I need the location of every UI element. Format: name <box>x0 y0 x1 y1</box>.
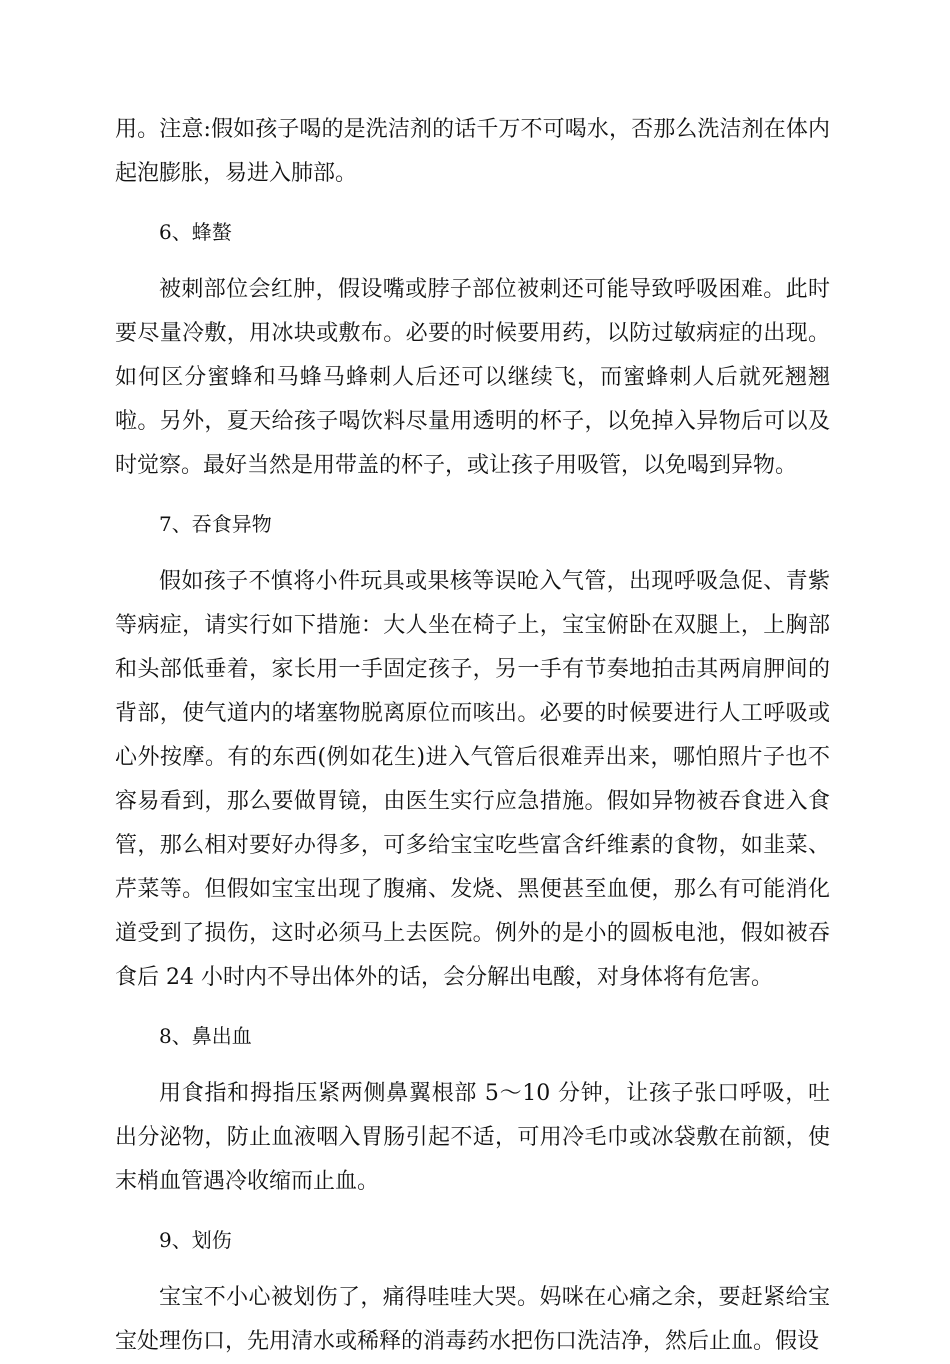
paragraph-bee-sting: 被刺部位会红肿，假设嘴或脖子部位被刺还可能导致呼吸困难。此时要尽量冷敷，用冰块或敷布。必要的时候要用药，以防过敏病症的出现。如何区分蜜蜂和马蜂马蜂刺人后还可以继续飞，而蜜蜂刺人后就死翘翘啦。另外，夏天给孩子喝饮料尽量用透明的杯子，以免掉入异物后可以及时觉察。最好当然是用带盖的杯子，或让孩子用吸管，以免喝到异物。 <box>115 277 830 478</box>
paragraph-cut: 宝宝不小心被划伤了，痛得哇哇大哭。妈咪在心痛之余，要赶紧给宝宝处理伤口，先用清水或稀释的消毒药水把伤口洗洁净，然后止血。假设 <box>115 1285 830 1354</box>
heading-bee-sting: 6、蜂螯 <box>159 220 232 244</box>
paragraph-continued-detergent: 用。注意:假如孩子喝的是洗洁剂的话千万不可喝水，否那么洗洁剂在体内起泡膨胀，易进入肺部。 <box>115 117 830 186</box>
document-page <box>115 108 830 1364</box>
paragraph-swallowed-object: 假如孩子不慎将小件玩具或果核等误呛入气管，出现呼吸急促、青紫等病症，请实行如下措施：大人坐在椅子上，宝宝俯卧在双腿上，上胸部和头部低垂着，家长用一手固定孩子，另一手有节奏地拍击其两肩胛间的背部，使气道内的堵塞物脱离原位而咳出。必要的时候要进行人工呼吸或心外按摩。有的东西(例如花生)进入气管后很难弄出来，哪怕照片子也不容易看到，那么要做胃镜，由医生实行应急措施。假如异物被吞食进入食管，那么相对要好办得多，可多给宝宝吃些富含纤维素的食物，如韭菜、芹菜等。但假如宝宝出现了腹痛、发烧、黑便甚至血便，那么有可能消化道受到了损伤，这时必须马上去医院。例外的是小的圆板电池，假如被吞食后 24 小时内不导出体外的话，会分解出电酸，对身体将有危害。 <box>115 569 830 990</box>
paragraph-nosebleed: 用食指和拇指压紧两侧鼻翼根部 5～10 分钟，让孩子张口呼吸，吐出分泌物，防止血液咽入胃肠引起不适，可用冷毛巾或冰袋敷在前额，使末梢血管遇冷收缩而止血。 <box>115 1081 830 1194</box>
heading-swallowed-object: 7、吞食异物 <box>159 512 272 536</box>
heading-cut: 9、划伤 <box>159 1228 232 1252</box>
heading-nosebleed: 8、鼻出血 <box>159 1024 252 1048</box>
